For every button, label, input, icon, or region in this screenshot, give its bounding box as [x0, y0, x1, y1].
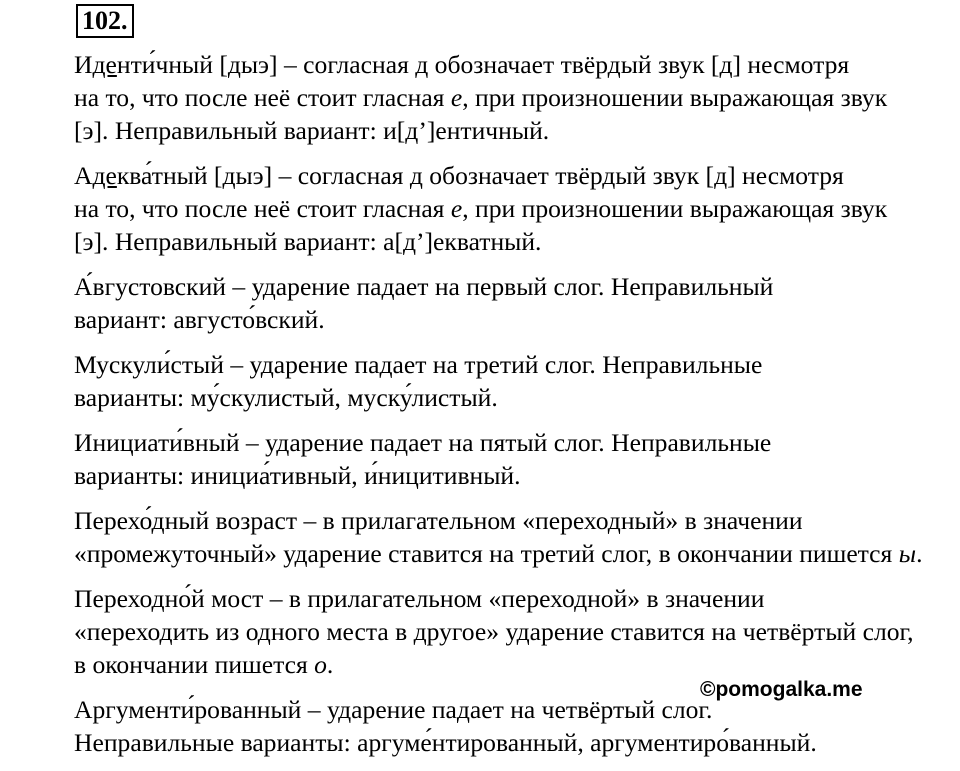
paragraph-adekvatny — [6, 159, 950, 258]
line: Адеква́тный [дыэ] – согласная д обозначает твёрдый звук [д] несмотря — [74, 161, 844, 190]
line: варианты: инициа́тивный, и́ницитивный. — [74, 461, 521, 490]
paragraph-perehodnoy-most — [6, 582, 950, 681]
answer-text — [6, 48, 950, 771]
line: Мускули́стый – ударение падает на третий слог. Неправильные — [74, 350, 763, 379]
line: А́вгустовский – ударение падает на первый слог. Неправильный — [74, 272, 774, 301]
line: на то, что после неё стоит гласная е, при произношении выражающая звук — [74, 83, 888, 112]
line: Переходно́й мост – в прилагательном «переходной» в значении — [74, 584, 765, 613]
exercise-number: 102. — [76, 4, 134, 38]
underlined-letters: де — [92, 50, 117, 79]
paragraph-perehodny-vozrast — [6, 504, 950, 570]
line: «переходить из одного места в другое» ударение ставится на четвёртый слог, — [74, 617, 914, 646]
paragraph-avgustovsky — [6, 270, 950, 336]
line: варианты: му́скулистый, муску́листый. — [74, 383, 498, 412]
line: [э]. Неправильный вариант: и[д’]ентичный. — [74, 116, 550, 145]
underlined-letters: де — [92, 161, 117, 190]
line: Инициати́вный – ударение падает на пятый слог. Неправильные — [74, 428, 772, 457]
line: в окончании пишется о. — [74, 650, 334, 679]
line: Аргументи́рованный – ударение падает на четвёртый слог. — [74, 695, 713, 724]
paragraph-muskulisty — [6, 348, 950, 414]
line: на то, что после неё стоит гласная е, при произношении выражающая звук — [74, 194, 888, 223]
line: [э]. Неправильный вариант: а[д’]екватный. — [74, 227, 542, 256]
line: «промежуточный» ударение ставится на третий слог, в окончании пишется ы. — [74, 539, 923, 568]
paragraph-identichny — [6, 48, 950, 147]
line: Иденти́чный [дыэ] – согласная д обозначает твёрдый звук [д] несмотря — [74, 50, 850, 79]
line: Неправильные варианты: аргуме́нтированный, аргументиро́ванный. — [74, 728, 817, 757]
paragraph-iniciativny — [6, 426, 950, 492]
paragraph-argumentirovanny — [6, 693, 950, 759]
line: Перехо́дный возраст – в прилагательном «переходный» в значении — [74, 506, 803, 535]
watermark: ©pomogalka.me — [700, 678, 863, 701]
line: вариант: августо́вский. — [74, 305, 325, 334]
